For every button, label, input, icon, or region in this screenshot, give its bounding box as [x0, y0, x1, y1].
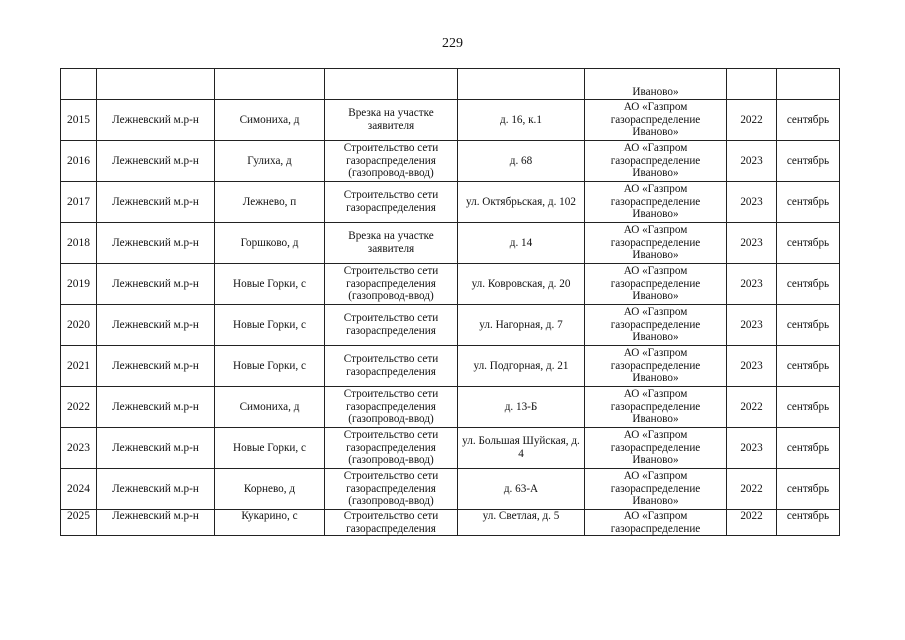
cell-work: Строительство сети газораспределения (газопровод-ввод): [325, 387, 458, 428]
cell-district: Лежневский м.р-н: [97, 428, 215, 469]
table-row: [61, 387, 840, 428]
table-row: [61, 428, 840, 469]
cell-org: АО «Газпром газораспределение Иваново»: [585, 182, 727, 223]
cell-work: Строительство сети газораспределения (газопровод-ввод): [325, 428, 458, 469]
cell-num: 2017: [61, 182, 97, 223]
cell-locality: Новые Горки, с: [215, 346, 325, 387]
cell-month: [777, 69, 840, 100]
cell-locality: Горшково, д: [215, 223, 325, 264]
cell-org: АО «Газпром газораспределение Иваново»: [585, 264, 727, 305]
cell-num: 2019: [61, 264, 97, 305]
cell-year: 2023: [727, 223, 777, 264]
cell-locality: [215, 69, 325, 100]
cell-address: д. 14: [458, 223, 585, 264]
table-row: [61, 346, 840, 387]
page-number: 229: [442, 36, 463, 51]
cell-address: ул. Октябрьская, д. 102: [458, 182, 585, 223]
cell-year: [727, 69, 777, 100]
table-row: [61, 510, 840, 536]
cell-district: Лежневский м.р-н: [97, 100, 215, 141]
cell-num: 2020: [61, 305, 97, 346]
cell-locality: Новые Горки, с: [215, 305, 325, 346]
cell-work: Строительство сети газораспределения: [325, 182, 458, 223]
cell-work: Строительство сети газораспределения: [325, 346, 458, 387]
cell-work: Врезка на участке заявителя: [325, 223, 458, 264]
table-row: [61, 469, 840, 510]
cell-year: 2022: [727, 100, 777, 141]
cell-year: 2023: [727, 428, 777, 469]
cell-num: 2025: [61, 510, 97, 536]
cell-address: [458, 69, 585, 100]
cell-work: Строительство сети газораспределения (газопровод-ввод): [325, 141, 458, 182]
cell-district: Лежневский м.р-н: [97, 223, 215, 264]
table-row: [61, 223, 840, 264]
cell-work: Строительство сети газораспределения (газопровод-ввод): [325, 264, 458, 305]
table-row: [61, 182, 840, 223]
cell-locality: Корнево, д: [215, 469, 325, 510]
cell-work: [325, 69, 458, 100]
cell-num: 2024: [61, 469, 97, 510]
cell-locality: Симониха, д: [215, 387, 325, 428]
cell-num: 2022: [61, 387, 97, 428]
cell-year: 2022: [727, 469, 777, 510]
cell-locality: Симониха, д: [215, 100, 325, 141]
cell-district: Лежневский м.р-н: [97, 182, 215, 223]
cell-month: сентябрь: [777, 182, 840, 223]
cell-locality: Гулиха, д: [215, 141, 325, 182]
cell-year: 2022: [727, 387, 777, 428]
cell-num: 2015: [61, 100, 97, 141]
cell-org: АО «Газпром газораспределение Иваново»: [585, 387, 727, 428]
cell-org: АО «Газпром газораспределение Иваново»: [585, 469, 727, 510]
cell-address: д. 68: [458, 141, 585, 182]
cell-address: ул. Светлая, д. 5: [458, 510, 585, 536]
cell-org: Иваново»: [585, 69, 727, 100]
cell-year: 2023: [727, 346, 777, 387]
cell-locality: Новые Горки, с: [215, 428, 325, 469]
cell-month: сентябрь: [777, 223, 840, 264]
cell-org: АО «Газпром газораспределение Иваново»: [585, 305, 727, 346]
cell-address: ул. Подгорная, д. 21: [458, 346, 585, 387]
cell-district: [97, 69, 215, 100]
cell-work: Строительство сети газораспределения: [325, 510, 458, 536]
table-row: [61, 100, 840, 141]
cell-org: АО «Газпром газораспределение: [585, 510, 727, 536]
cell-year: 2023: [727, 182, 777, 223]
cell-address: ул. Большая Шуйская, д. 4: [458, 428, 585, 469]
cell-year: 2023: [727, 264, 777, 305]
cell-locality: Кукарино, с: [215, 510, 325, 536]
cell-org: АО «Газпром газораспределение Иваново»: [585, 223, 727, 264]
cell-month: сентябрь: [777, 387, 840, 428]
cell-org: АО «Газпром газораспределение Иваново»: [585, 346, 727, 387]
cell-month: сентябрь: [777, 469, 840, 510]
cell-num: 2021: [61, 346, 97, 387]
cell-month: сентябрь: [777, 428, 840, 469]
gas-connection-table: [60, 68, 840, 536]
cell-address: д. 63-А: [458, 469, 585, 510]
cell-month: сентябрь: [777, 141, 840, 182]
cell-month: сентябрь: [777, 305, 840, 346]
cell-month: сентябрь: [777, 264, 840, 305]
cell-address: ул. Нагорная, д. 7: [458, 305, 585, 346]
cell-work: Строительство сети газораспределения: [325, 305, 458, 346]
cell-year: 2022: [727, 510, 777, 536]
cell-address: ул. Ковровская, д. 20: [458, 264, 585, 305]
cell-num: 2018: [61, 223, 97, 264]
cell-district: Лежневский м.р-н: [97, 469, 215, 510]
cell-address: д. 16, к.1: [458, 100, 585, 141]
cell-work: Врезка на участке заявителя: [325, 100, 458, 141]
cell-month: сентябрь: [777, 346, 840, 387]
cell-district: Лежневский м.р-н: [97, 510, 215, 536]
cell-num: 2016: [61, 141, 97, 182]
table-row: [61, 141, 840, 182]
cell-district: Лежневский м.р-н: [97, 141, 215, 182]
cell-org: АО «Газпром газораспределение Иваново»: [585, 141, 727, 182]
table-row: [61, 305, 840, 346]
cell-year: 2023: [727, 305, 777, 346]
cell-year: 2023: [727, 141, 777, 182]
cell-num: [61, 69, 97, 100]
cell-month: сентябрь: [777, 510, 840, 536]
cell-org: АО «Газпром газораспределение Иваново»: [585, 100, 727, 141]
cell-locality: Лежнево, п: [215, 182, 325, 223]
cell-district: Лежневский м.р-н: [97, 387, 215, 428]
cell-locality: Новые Горки, с: [215, 264, 325, 305]
cell-month: сентябрь: [777, 100, 840, 141]
cell-org: АО «Газпром газораспределение Иваново»: [585, 428, 727, 469]
table-row: [61, 264, 840, 305]
table-row-continuation: [61, 69, 840, 100]
cell-address: д. 13-Б: [458, 387, 585, 428]
cell-district: Лежневский м.р-н: [97, 346, 215, 387]
cell-work: Строительство сети газораспределения (газопровод-ввод): [325, 469, 458, 510]
cell-num: 2023: [61, 428, 97, 469]
cell-district: Лежневский м.р-н: [97, 264, 215, 305]
cell-district: Лежневский м.р-н: [97, 305, 215, 346]
